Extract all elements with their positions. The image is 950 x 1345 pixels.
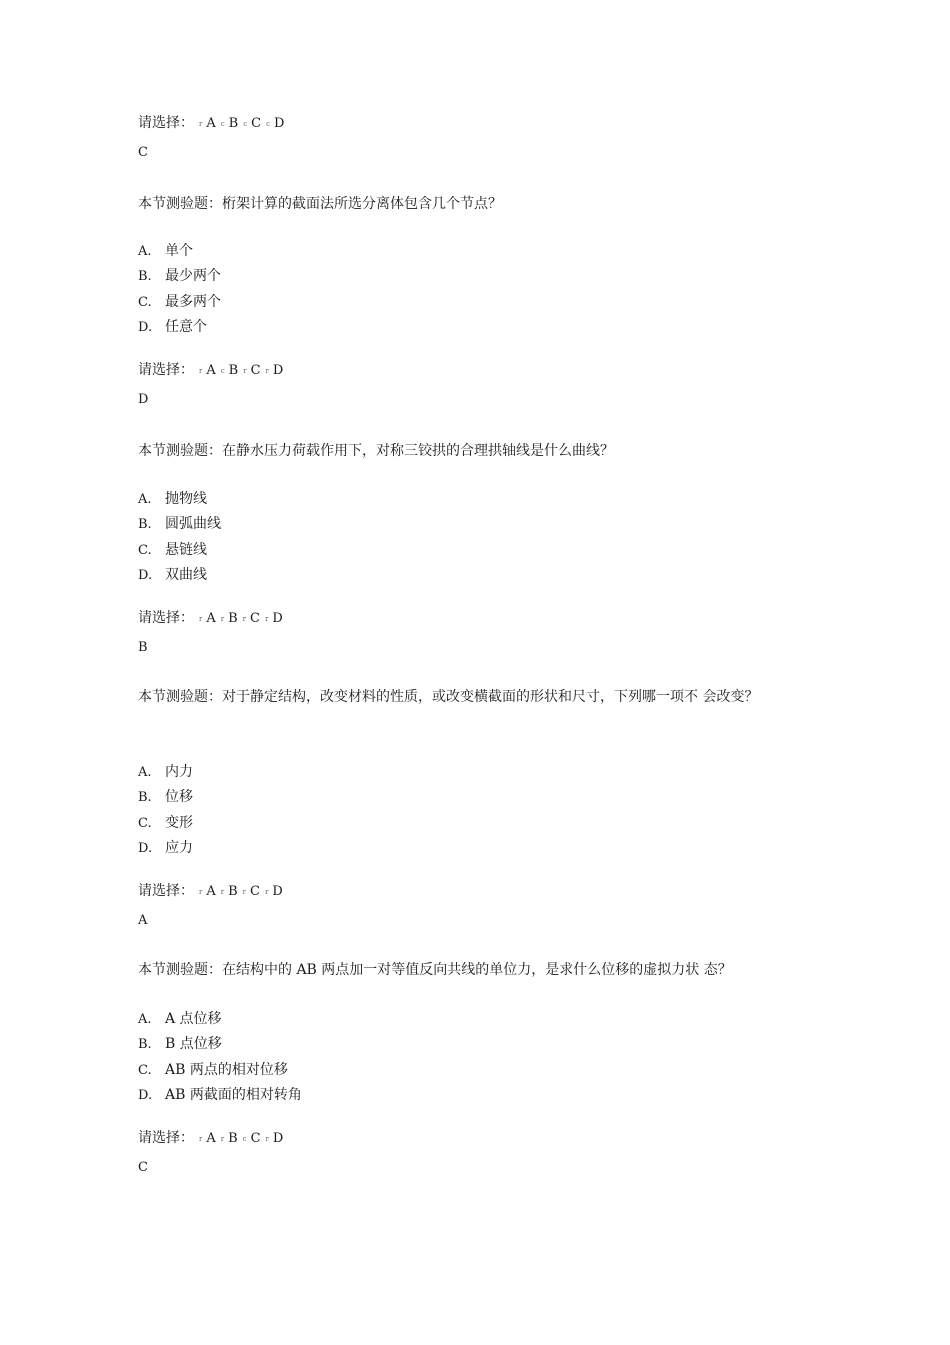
- radio-option-label: C: [251, 116, 262, 131]
- option-letter: D.: [138, 567, 153, 583]
- option-letter: B.: [138, 1037, 152, 1053]
- answer-value: A: [138, 913, 148, 928]
- option-text: 最少两个: [165, 268, 221, 285]
- option-letter: C.: [138, 1062, 152, 1078]
- question-text: 本节测验题：对于静定结构，改变材料的性质，或改变横截面的形状和尺寸，下列哪一项不 会改变？: [138, 689, 759, 705]
- option-item: [138, 785, 193, 810]
- answer-choice-row: [138, 359, 283, 379]
- option-item: [138, 239, 221, 264]
- option-letter: A.: [138, 492, 152, 507]
- option-item: [138, 315, 221, 340]
- option-letter: C.: [138, 542, 152, 558]
- radio-icon[interactable]: r: [199, 888, 203, 896]
- option-letter: A.: [138, 1012, 152, 1027]
- option-text: 变形: [165, 814, 193, 831]
- option-text: 内力: [165, 764, 193, 780]
- option-item: [138, 512, 221, 537]
- radio-option-label: A: [206, 116, 216, 131]
- option-text: 位移: [165, 789, 193, 806]
- option-list: [138, 760, 193, 861]
- radio-option-label: D: [274, 116, 285, 131]
- option-text: 单个: [165, 243, 193, 259]
- option-letter: A.: [138, 765, 152, 780]
- choose-label: 请选择：: [138, 362, 194, 378]
- option-item: [138, 264, 221, 289]
- option-text: 任意个: [165, 318, 207, 335]
- radio-option-label: C: [250, 884, 260, 899]
- option-item: [138, 1007, 302, 1032]
- option-list: [138, 1007, 302, 1108]
- answer-choice-row: [138, 1127, 283, 1147]
- option-item: [138, 836, 193, 861]
- radio-option-label: C: [250, 1131, 261, 1146]
- question-text: 本节测验题：桁架计算的截面法所选分离体包含几个节点？: [138, 196, 502, 212]
- option-item: [138, 538, 221, 563]
- radio-icon[interactable]: r: [242, 888, 247, 896]
- option-text: AB 两截面的相对转角: [165, 1086, 302, 1103]
- radio-option-label: D: [272, 363, 284, 378]
- radio-option-label: B: [228, 116, 239, 131]
- radio-option-label: D: [272, 611, 283, 626]
- answer-value: C: [138, 1160, 148, 1175]
- radio-option-label: B: [228, 363, 239, 378]
- radio-option-label: D: [272, 884, 283, 899]
- option-list: [138, 487, 221, 588]
- choose-label: 请选择：: [138, 883, 194, 899]
- option-text: AB 两点的相对位移: [165, 1061, 288, 1078]
- radio-icon[interactable]: r: [265, 367, 269, 375]
- option-text: A 点位移: [165, 1011, 222, 1027]
- answer-choice-row: [138, 880, 283, 900]
- option-text: B 点位移: [165, 1036, 222, 1053]
- answer-value: B: [138, 640, 148, 655]
- option-item: [138, 811, 193, 836]
- radio-option-label: A: [206, 884, 216, 899]
- radio-icon[interactable]: r: [264, 888, 269, 896]
- option-letter: B.: [138, 517, 152, 533]
- radio-icon[interactable]: r: [199, 367, 203, 375]
- radio-option-label: C: [250, 611, 260, 626]
- radio-icon[interactable]: c: [242, 1135, 247, 1143]
- option-item: [138, 1058, 302, 1083]
- option-item: [138, 760, 193, 785]
- radio-icon[interactable]: r: [199, 615, 203, 623]
- radio-option-label: D: [272, 1131, 284, 1146]
- choose-label: 请选择：: [138, 1130, 194, 1146]
- radio-icon[interactable]: r: [264, 615, 269, 623]
- option-letter: B.: [138, 790, 152, 806]
- radio-icon[interactable]: r: [220, 888, 225, 896]
- option-list: [138, 239, 221, 340]
- question-text: 本节测验题：在静水压力荷载作用下，对称三铰拱的合理拱轴线是什么曲线？: [138, 443, 614, 459]
- option-text: 应力: [165, 839, 193, 856]
- option-text: 最多两个: [165, 293, 221, 310]
- option-item: [138, 1032, 302, 1057]
- radio-icon[interactable]: c: [220, 367, 225, 375]
- radio-icon[interactable]: r: [220, 1135, 225, 1143]
- option-letter: A.: [138, 244, 152, 259]
- option-item: [138, 487, 221, 512]
- option-letter: B.: [138, 269, 152, 285]
- radio-icon[interactable]: r: [220, 615, 225, 623]
- radio-icon[interactable]: r: [265, 1135, 269, 1143]
- radio-icon[interactable]: c: [220, 120, 225, 128]
- option-letter: C.: [138, 294, 152, 310]
- option-text: 抛物线: [165, 491, 207, 507]
- option-item: [138, 563, 221, 588]
- radio-option-label: B: [228, 1131, 238, 1146]
- option-text: 双曲线: [165, 566, 207, 583]
- option-item: [138, 290, 221, 315]
- option-letter: D.: [138, 1087, 153, 1103]
- choose-label: 请选择：: [138, 115, 194, 131]
- radio-option-label: A: [206, 363, 216, 378]
- answer-choice-row: [138, 607, 283, 627]
- answer-value: C: [138, 145, 148, 160]
- radio-icon[interactable]: r: [199, 1135, 203, 1143]
- option-letter: D.: [138, 840, 153, 856]
- answer-choice-row: [138, 112, 284, 132]
- radio-icon[interactable]: c: [243, 120, 248, 128]
- answer-value: D: [138, 392, 149, 407]
- question-text: 本节测验题：在结构中的 AB 两点加一对等值反向共线的单位力，是求什么位移的虚拟力状 态？: [138, 962, 732, 978]
- choose-label: 请选择：: [138, 610, 194, 626]
- radio-option-label: B: [228, 611, 238, 626]
- radio-icon[interactable]: c: [266, 120, 271, 128]
- radio-icon[interactable]: r: [199, 120, 203, 128]
- radio-icon[interactable]: r: [242, 615, 247, 623]
- option-letter: D.: [138, 319, 153, 335]
- radio-option-label: C: [250, 363, 261, 378]
- option-letter: C.: [138, 815, 152, 831]
- option-text: 悬链线: [165, 541, 207, 558]
- radio-option-label: A: [206, 611, 216, 626]
- option-item: [138, 1083, 302, 1108]
- radio-option-label: B: [228, 884, 238, 899]
- radio-icon[interactable]: r: [243, 367, 247, 375]
- radio-option-label: A: [206, 1131, 216, 1146]
- option-text: 圆弧曲线: [165, 516, 221, 533]
